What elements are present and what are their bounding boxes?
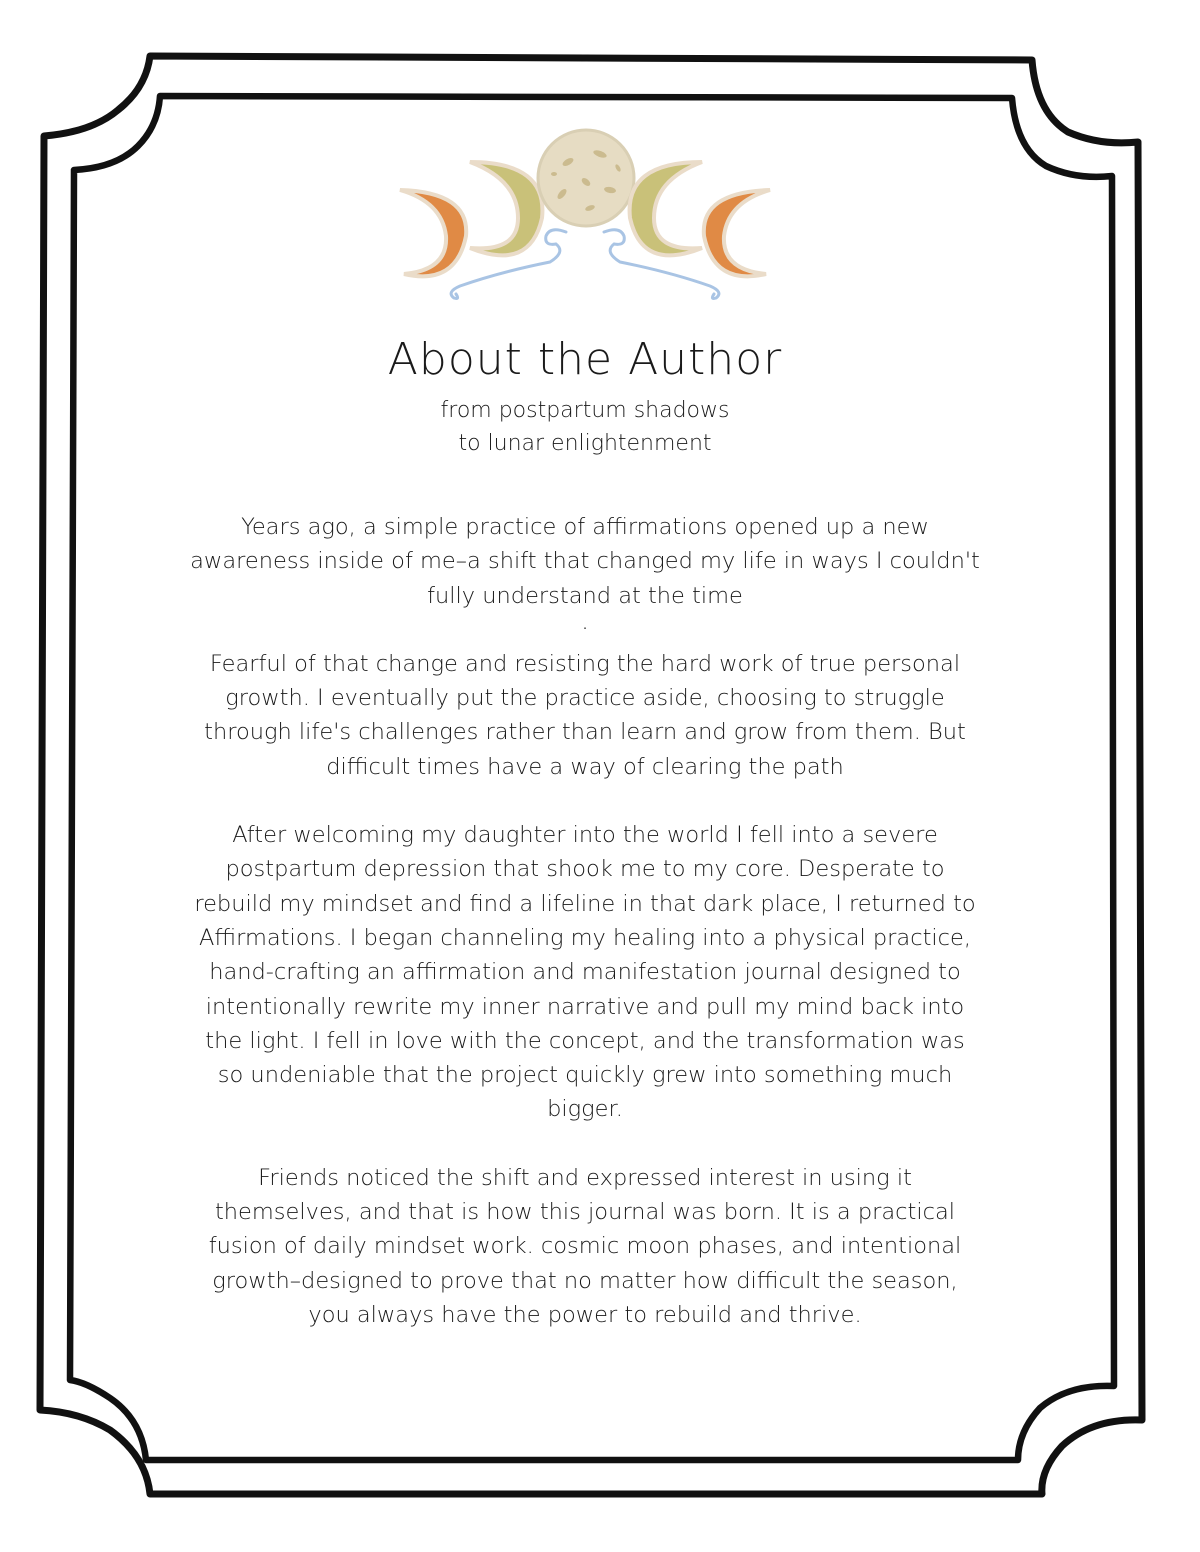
subtitle-line: from postpartum shadows <box>440 398 730 423</box>
paragraph: Fearful of that change and resisting the hard work of true personal growth. I eventually put the practice aside, choosing to struggle through life's challenges rather than learn and grow from them. But difficult times have a way of clearing the path <box>204 650 966 780</box>
page-subtitle <box>190 394 980 460</box>
paragraph: Years ago, a simple practice of affirmations opened up a new awareness inside of me–a shift that changed my life in ways I couldn't fully understand at the time <box>190 514 980 609</box>
paragraph: Friends noticed the shift and expressed interest in using it themselves, and that is how this journal was born. It is a practical fusion of daily mindset work. cosmic moon phases, and intentional growth–designed to prove that no matter how difficult the season, you always have the power to rebuild and thrive. <box>208 1164 962 1328</box>
subtitle-line: to lunar enlightenment <box>458 431 712 456</box>
paragraph: After welcoming my daughter into the world I fell into a severe postpartum depression that shook me to my core. Desperate to rebuild my mindset and find a lifeline in that dark place, I returned to Affirmations. I began channeling my healing into a physical practice, hand-crafting an affirmation and manifestation journal designed to intentionally rewrite my inner narrative and pull my mind back into the light. I fell in love with the concept, and the transformation was so undeniable that the project quickly grew into something much bigger. <box>194 822 976 1123</box>
page-title: About the Author <box>387 334 783 385</box>
stray-period: . <box>583 617 587 632</box>
moon-phases-icon <box>390 122 780 312</box>
about-content <box>190 330 980 1332</box>
